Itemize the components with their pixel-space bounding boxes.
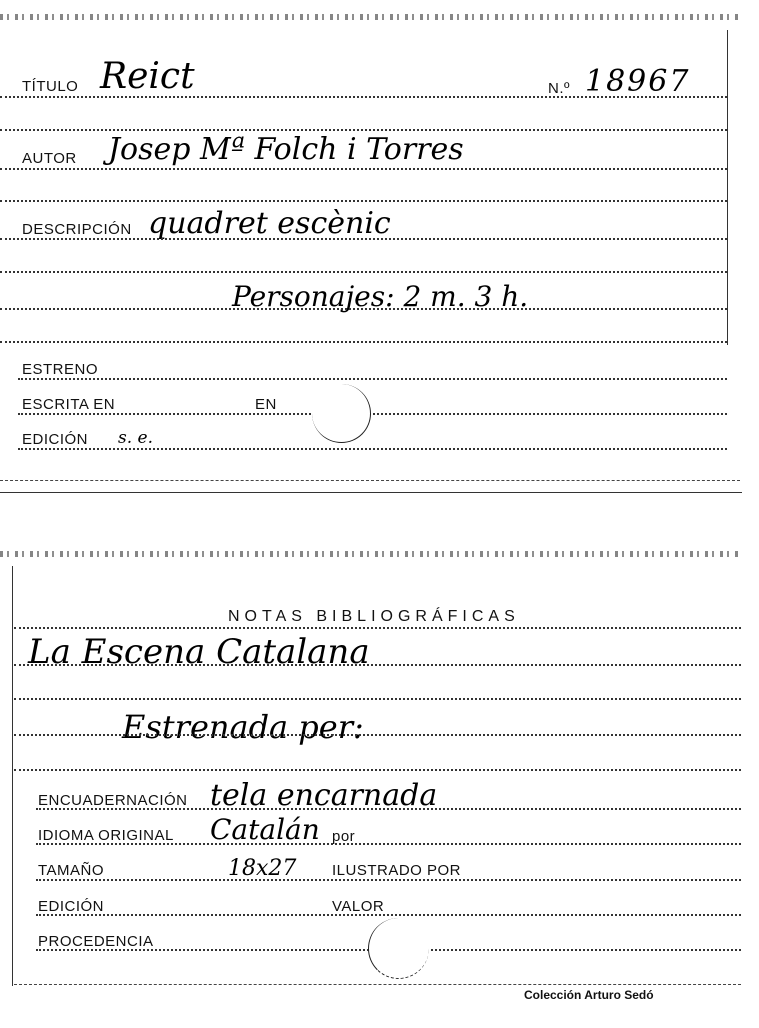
valor-label: VALOR [332, 898, 385, 915]
encuadernacion-value: tela encarnada [210, 778, 438, 813]
edicion-value: s. e. [118, 428, 153, 448]
dotted-line [14, 734, 741, 736]
dotted-line [36, 879, 741, 881]
idioma-label: IDIOMA ORIGINAL [38, 827, 174, 844]
dotted-line [36, 808, 741, 810]
scan-noise-top [0, 14, 740, 20]
coleccion-footer: Colección Arturo Sedó [524, 988, 654, 1002]
por-label: por [332, 828, 356, 845]
dotted-line [14, 698, 741, 700]
descripcion-value: quadret escènic [148, 206, 391, 241]
numero-label: N.º [548, 80, 570, 97]
card-1-right-border [727, 30, 728, 345]
escrita-en-label: ESCRITA EN [22, 396, 116, 413]
dotted-line [14, 769, 741, 771]
autor-value: Josep Mª Folch i Torres [108, 132, 464, 167]
encuadernacion-label: ENCUADERNACIÓN [38, 792, 188, 809]
edicion-label-2: EDICIÓN [38, 898, 105, 915]
dotted-line [0, 168, 727, 170]
dotted-line [18, 413, 727, 415]
dotted-line [36, 914, 741, 916]
card-separator [0, 492, 742, 493]
dotted-line [18, 378, 727, 380]
estreno-label: ESTRENO [22, 361, 99, 378]
ilustrado-por-label: ILUSTRADO POR [332, 862, 462, 879]
dotted-line [0, 200, 727, 202]
idioma-value: Catalán [210, 813, 320, 846]
numero-value: 18967 [585, 64, 691, 99]
en-label: EN [255, 396, 277, 413]
titulo-label: TÍTULO [22, 78, 79, 95]
tamano-value: 18x27 [228, 856, 297, 881]
dotted-line [0, 308, 727, 310]
dotted-line [0, 341, 727, 343]
scan-noise-top [0, 551, 742, 557]
personajes-value: Personajes: 2 m. 3 h. [232, 280, 529, 313]
dotted-line [18, 448, 727, 450]
card-2-bottom-edge [14, 984, 741, 985]
note-line-2: Estrenada per: [122, 708, 364, 746]
descripcion-label: DESCRIPCIÓN [22, 221, 132, 238]
dotted-line [0, 96, 727, 98]
punch-hole [312, 384, 371, 443]
card-1-bottom-edge [0, 480, 740, 481]
dotted-line [36, 843, 741, 845]
dotted-line [14, 627, 741, 629]
dotted-line [14, 664, 741, 666]
procedencia-label: PROCEDENCIA [38, 933, 154, 950]
dotted-line [0, 271, 727, 273]
card-2-left-border [12, 566, 13, 986]
punch-hole [368, 918, 429, 979]
titulo-value: Reict [100, 56, 195, 97]
dotted-line [0, 129, 727, 131]
tamano-label: TAMAÑO [38, 862, 105, 879]
dotted-line [0, 238, 727, 240]
notas-bibliograficas-title: NOTAS BIBLIOGRÁFICAS [228, 608, 520, 625]
autor-label: AUTOR [22, 150, 77, 167]
note-line-1: La Escena Catalana [28, 632, 370, 672]
edicion-label: EDICIÓN [22, 431, 89, 448]
